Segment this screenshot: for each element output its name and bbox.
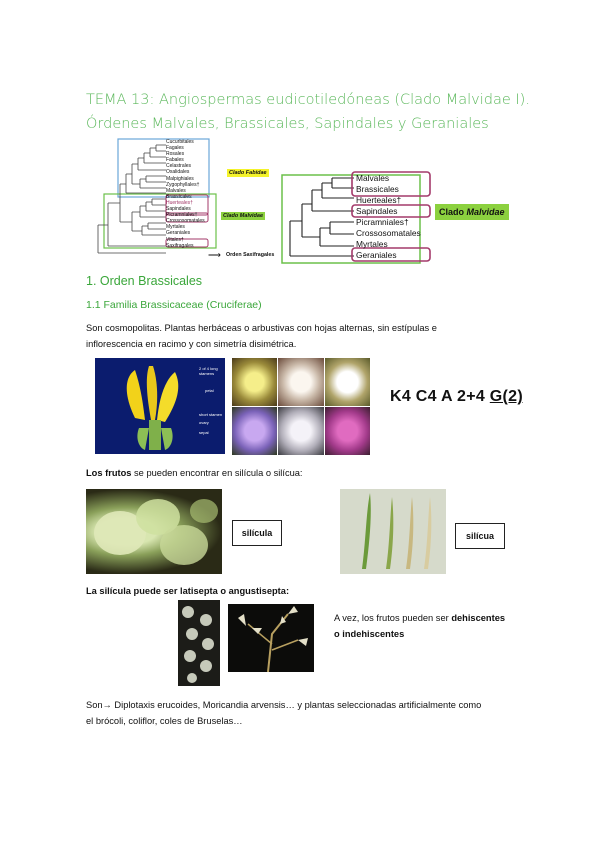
- brassicaceae-flowers-grid: [232, 358, 370, 455]
- taxon: Celastrales: [166, 163, 192, 170]
- taxon: Vitales†: [166, 236, 184, 243]
- clade-fabidae-tag: Clado Fabidae: [229, 170, 267, 176]
- flower-photo: [325, 358, 370, 406]
- overview-taxa: [166, 139, 218, 249]
- taxon: Huerteales†: [356, 195, 402, 205]
- taxon: Picramniales†: [356, 217, 409, 227]
- flower-label: sepal: [199, 430, 209, 435]
- taxon: Myrtales: [356, 239, 388, 249]
- indehiscentes-bold: indehiscentes: [342, 629, 405, 639]
- flower-label: ovary: [199, 420, 209, 425]
- taxon: Brassicales: [166, 193, 192, 200]
- latisepta-photo: [178, 600, 220, 686]
- taxon: Crossosomatales: [166, 218, 205, 225]
- taxon: Malvales: [356, 173, 390, 183]
- dehiscentes-paragraph: [334, 610, 524, 642]
- floral-formula: [390, 388, 523, 406]
- malvidae-taxa: [356, 173, 446, 261]
- intro-paragraph: [86, 320, 526, 352]
- silicua-photo: [340, 489, 446, 574]
- taxon: Sapindales: [356, 206, 398, 216]
- flower-photo: [278, 358, 323, 406]
- silicua-illustration: [340, 489, 446, 574]
- dehiscentes-line-1: [334, 610, 524, 626]
- flower-label: 2 of 4 long stamens: [199, 366, 218, 376]
- page-title: [86, 88, 546, 136]
- taxon: Huerteales†: [166, 199, 193, 206]
- taxon: Myrtales: [166, 224, 185, 231]
- silicula-illustration: [86, 489, 222, 574]
- angustisepta-photo: [228, 604, 314, 672]
- intro-line-1: Son cosmopolitas. Plantas herbáceas o arbustivas con hojas alternas, sin estípulas e: [86, 323, 437, 333]
- frutos-paragraph: [86, 465, 303, 481]
- taxon: Picramniales†: [166, 212, 198, 219]
- clade-label-italic: Malvidae: [466, 207, 505, 217]
- dehiscentes-o: o: [334, 629, 343, 639]
- taxon: Oxalidales: [166, 169, 190, 176]
- clade-malvidae-large-tag: [435, 204, 509, 220]
- angustisepta-illustration: [228, 604, 314, 672]
- brassica-flower-diagram: [95, 358, 225, 454]
- taxon: Malvales: [166, 187, 186, 194]
- subsection-heading: 1.1 Familia Brassicaceae (Cruciferae): [86, 299, 262, 311]
- arrow-icon: ⟶: [208, 250, 221, 260]
- taxon: Crossosomatales: [356, 228, 421, 238]
- taxon: Sapindales: [166, 206, 191, 213]
- dehiscentes-plain: A vez, los frutos pueden ser: [334, 613, 452, 623]
- taxon: Zygophyllales†: [166, 181, 200, 188]
- frutos-lead: Los frutos: [86, 468, 132, 478]
- title-line-2: Órdenes Malvales, Brassicales, Sapindales y Geraniales: [86, 116, 489, 132]
- flower-photo: [232, 407, 277, 455]
- title-line-1: TEMA 13: Angiospermas eudicotiledóneas (Clado Malvidae I).: [86, 92, 530, 108]
- silicula-photo: [86, 489, 222, 574]
- formula-main: K4 C4 A 2+4: [390, 388, 490, 405]
- taxon: Malpighiales: [166, 175, 194, 182]
- taxon: Fagales: [166, 145, 184, 152]
- ejemplos-paragraph: [86, 697, 536, 729]
- flower-photo: [232, 358, 277, 406]
- flower-photo: [325, 407, 370, 455]
- clade-malvidae-tag: Clado Malvidae: [223, 213, 264, 219]
- intro-line-2: inflorescencia en racimo y con simetría disimétrica.: [86, 339, 297, 349]
- silicula-label: silícula: [232, 520, 282, 546]
- silicua-label: silícua: [455, 523, 505, 549]
- flower-photo: [278, 407, 323, 455]
- flower-label: short stamen: [199, 412, 223, 417]
- taxon: Cucurbitales: [166, 139, 194, 145]
- dehiscentes-line-2: [334, 626, 524, 642]
- phylogeny-overview: [86, 136, 275, 264]
- section-heading: 1. Orden Brassicales: [86, 274, 203, 288]
- phylogeny-malvidae: [280, 166, 516, 264]
- ejemplos-line-2: el brócoli, coliflor, coles de Bruselas…: [86, 716, 243, 726]
- formula-gynoecium: G(2): [489, 388, 523, 405]
- taxon: Brassicales: [356, 184, 399, 194]
- taxon: Fabales: [166, 157, 184, 164]
- silicula-paragraph: La silícula puede ser latisepta o angustisepta:: [86, 586, 290, 596]
- frutos-rest: se pueden encontrar en silícula o silícua:: [131, 468, 303, 478]
- taxon: Geraniales: [166, 230, 191, 237]
- taxon: Geraniales: [356, 250, 397, 260]
- latisepta-illustration: [178, 600, 220, 686]
- clade-label: Clado: [439, 207, 467, 217]
- taxon: Saxifragales: [166, 242, 194, 249]
- orden-saxifragales-label: Orden Saxifragales: [226, 252, 275, 258]
- flower-label: petal: [205, 388, 214, 393]
- dehiscentes-bold: dehiscentes: [451, 613, 506, 623]
- taxon: Rosales: [166, 151, 185, 158]
- ejemplos-line-1: Son→ Diplotaxis erucoides, Moricandia arvensis… y plantas seleccionadas artificialmente como: [86, 700, 482, 710]
